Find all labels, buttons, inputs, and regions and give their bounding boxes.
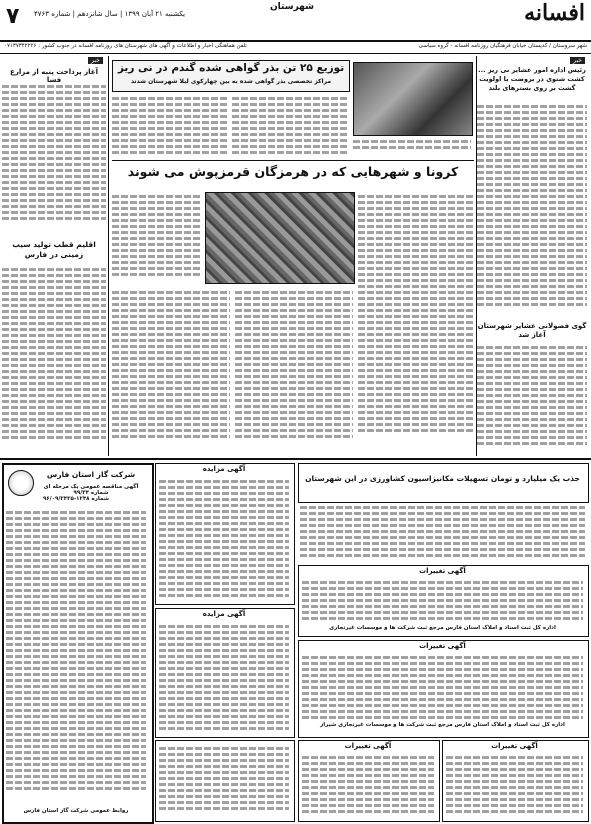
ad-changes-2-title: آگهی تغییرات [419, 642, 466, 650]
ad-changes-4-title: آگهی تغییرات [344, 742, 392, 750]
photo-caption [353, 137, 471, 157]
page-number: ۷ [6, 4, 20, 29]
main-story-title: کرونا و شهرهایی که در هرمزگان قرمزپوش می شوند [127, 164, 459, 179]
section-name: شهرستان [270, 2, 314, 12]
main-story-body-2 [112, 192, 201, 284]
left-column-body [2, 82, 106, 232]
ad-changes-2-sign: اداره کل ثبت اسناد و املاک استان فارس مرجع ثبت شرکت ها و موسسات غیرتجاری شیراز [320, 722, 565, 728]
ad-mechanization [298, 463, 589, 503]
main-story-body-1 [358, 192, 474, 454]
gas-tender-body [6, 508, 146, 804]
ad-changes-3-title: آگهی تغییرات [491, 742, 538, 750]
left-column-headline: آغاز پرداخت پنبه از مزارع فسا [10, 68, 98, 84]
ad-changes-1-title: آگهی تغییرات [419, 567, 466, 575]
ad-changes-4-body [302, 753, 434, 815]
gas-company-name: شرکت گاز استان فارس [46, 470, 136, 479]
right-column-body [477, 102, 587, 317]
ad-misc-body [159, 744, 289, 816]
main-story-photo [205, 192, 355, 284]
ad-changes-1-body [302, 578, 583, 622]
ad-mechanization-body [300, 503, 585, 561]
info-bar [0, 42, 591, 52]
top-story-subtitle: مراکز تخصصی بذر گواهی شده به بین چهارکوی لیلا شهرستان شدند [130, 78, 332, 85]
masthead [0, 0, 591, 42]
ad-changes-2-body [302, 653, 583, 721]
issue-info: یکشنبه ۲۱ آبان ۱۳۹۹ | سال شانزدهم | شماره ۴۷۶۳ [34, 10, 186, 18]
main-story-body-3 [112, 288, 230, 454]
left-column-headline-2: اقلیم قطب تولید سیب زمینی در فارس [12, 240, 96, 259]
ad-changes-3-body [446, 753, 583, 815]
gas-tender-subtitle: آگهی مناقصه عمومی یک مرحله ای شماره ۹۹/۳۴ [43, 484, 139, 496]
ad-auction-1-body [159, 477, 289, 599]
left-column-tag: خبر [88, 57, 103, 64]
right-column-headline-2: گوی فضولانی عشایر شهرستان آغاز شد [477, 322, 587, 339]
right-column-headline: رئیس اداره امور عشایر نی ریز ... کشت شتوی در بروضت با اولویت گشت بر روی بسترهای بلند [478, 66, 586, 92]
gas-logo-icon [8, 470, 34, 496]
right-column-body-2 [477, 343, 587, 453]
ad-auction-2-body [159, 622, 289, 732]
info-left: تلفن هماهنگی اخبار و اطلاعات و آگهی های شهرستان های روزنامه افسانه در جنوب کشور : ۰۷۱۳۷۳۴۲۲۲۶ [4, 43, 247, 49]
ad-auction-1-title: آگهی مزایده [202, 465, 246, 473]
main-story-body-4 [235, 288, 353, 454]
top-story-body-1 [112, 94, 227, 160]
top-story-body-2 [232, 94, 348, 160]
top-story-title: توزیع ۲۵ تن بذر گواهی شده گندم در نی ریز [117, 62, 345, 74]
gas-footer: روابط عمومی شرکت گاز استان فارس [23, 808, 129, 814]
ad-mechanization-title: جذب یک میلیارد و تومان تسهیلات مکانیزاسیون کشاورزی در این شهرستان [305, 474, 580, 483]
info-right: شهر سروستان / کدپستان خیابان فرهنگیان روزنامه افسانه - گروه سیاسی [418, 43, 587, 49]
gas-serial: شماره ۱۲۴۸-۹۶/۰۹/۲۴۲۵ [42, 496, 110, 502]
right-column-tag: خبر [570, 57, 585, 64]
ad-auction-2-title: آگهی مزایده [202, 610, 246, 618]
top-story-photo [353, 62, 473, 136]
ad-changes-1-sign: اداره کل ثبت اسناد و املاک استان فارس مرجع ثبت شرکت ها و موسسات غیرتجاری [329, 625, 556, 631]
left-column-body-2 [2, 265, 106, 455]
newspaper-logo: افسانه [524, 0, 585, 26]
